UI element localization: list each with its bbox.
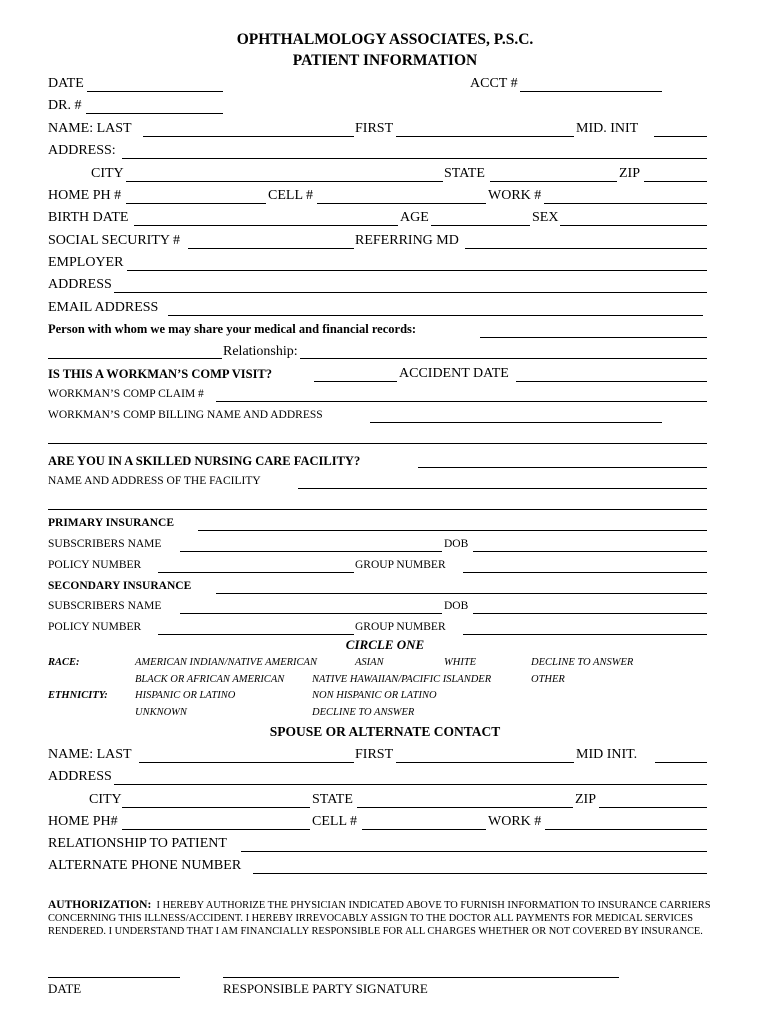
race-option[interactable]: BLACK OR AFRICAN AMERICAN xyxy=(135,674,285,685)
race-option[interactable]: WHITE xyxy=(444,657,477,668)
sex-field[interactable] xyxy=(560,225,707,226)
secondary-subscriber-label: SUBSCRIBERS NAME xyxy=(48,600,162,612)
primary-subscriber-label: SUBSCRIBERS NAME xyxy=(48,538,162,550)
acct-label: ACCT # xyxy=(470,76,518,91)
address-field[interactable] xyxy=(122,158,707,159)
facility-field[interactable] xyxy=(298,488,707,489)
facility-field-2[interactable] xyxy=(48,509,707,510)
signature-field[interactable] xyxy=(223,977,619,978)
email-field[interactable] xyxy=(168,315,703,316)
spouse-mid-init-label: MID INIT. xyxy=(576,747,638,762)
primary-policy-label: POLICY NUMBER xyxy=(48,559,142,571)
last-name-field[interactable] xyxy=(143,136,354,137)
birth-date-field[interactable] xyxy=(134,225,398,226)
spouse-home-ph-label: HOME PH# xyxy=(48,814,118,829)
accident-date-label: ACCIDENT DATE xyxy=(399,366,509,381)
address-label: ADDRESS: xyxy=(48,143,116,158)
spouse-address-label: ADDRESS xyxy=(48,769,112,784)
secondary-policy-label: POLICY NUMBER xyxy=(48,621,142,633)
first-name-field[interactable] xyxy=(396,136,574,137)
employer-label: EMPLOYER xyxy=(48,255,124,270)
spouse-state-label: STATE xyxy=(312,792,353,807)
spouse-state-field[interactable] xyxy=(357,807,573,808)
employer-address-field[interactable] xyxy=(114,292,707,293)
workcomp-question: IS THIS A WORKMAN’S COMP VISIT? xyxy=(48,367,273,381)
primary-insurance-field[interactable] xyxy=(198,530,707,531)
signature-date-label: DATE xyxy=(48,981,82,996)
race-label: RACE: xyxy=(48,657,80,668)
name-last-label: NAME: LAST xyxy=(48,121,132,136)
workcomp-billing-field[interactable] xyxy=(370,422,662,423)
race-option[interactable]: OTHER xyxy=(531,674,565,685)
date-field[interactable] xyxy=(87,91,223,92)
state-label: STATE xyxy=(444,166,485,181)
primary-dob-field[interactable] xyxy=(473,551,707,552)
ssn-field[interactable] xyxy=(188,248,354,249)
work-field[interactable] xyxy=(544,203,707,204)
primary-insurance-label: PRIMARY INSURANCE xyxy=(48,517,174,529)
city-label: CITY xyxy=(91,166,124,181)
ssn-label: SOCIAL SECURITY # xyxy=(48,233,180,248)
mid-init-field[interactable] xyxy=(654,136,707,137)
nursing-answer-field[interactable] xyxy=(418,467,707,468)
circle-one-heading: CIRCLE ONE xyxy=(345,637,425,652)
signature-label: RESPONSIBLE PARTY SIGNATURE xyxy=(223,981,428,996)
race-option[interactable]: AMERICAN INDIAN/NATIVE AMERICAN xyxy=(135,657,317,668)
race-option[interactable]: ASIAN xyxy=(355,657,384,668)
state-field[interactable] xyxy=(490,181,617,182)
primary-dob-label: DOB xyxy=(444,538,469,550)
workcomp-claim-field[interactable] xyxy=(216,401,707,402)
referring-md-field[interactable] xyxy=(465,248,707,249)
alt-phone-label: ALTERNATE PHONE NUMBER xyxy=(48,858,242,873)
city-field[interactable] xyxy=(126,181,443,182)
employer-address-label: ADDRESS xyxy=(48,277,112,292)
secondary-dob-field[interactable] xyxy=(473,613,707,614)
primary-group-field[interactable] xyxy=(463,572,707,573)
date-label: DATE xyxy=(48,76,84,91)
nursing-question: ARE YOU IN A SKILLED NURSING CARE FACILITY? xyxy=(48,454,361,468)
spouse-mid-init-field[interactable] xyxy=(655,762,707,763)
dr-field[interactable] xyxy=(86,113,223,114)
primary-group-label: GROUP NUMBER xyxy=(355,559,446,571)
facility-label: NAME AND ADDRESS OF THE FACILITY xyxy=(48,475,261,487)
work-label: WORK # xyxy=(488,188,542,203)
primary-policy-field[interactable] xyxy=(158,572,354,573)
race-option[interactable]: NATIVE HAWAIIAN/PACIFIC ISLANDER xyxy=(312,674,492,685)
secondary-insurance-label: SECONDARY INSURANCE xyxy=(48,580,192,592)
first-label: FIRST xyxy=(355,121,394,136)
workcomp-claim-label: WORKMAN’S COMP CLAIM # xyxy=(48,388,204,400)
secondary-subscriber-field[interactable] xyxy=(180,613,442,614)
spouse-zip-field[interactable] xyxy=(599,807,707,808)
zip-field[interactable] xyxy=(644,181,707,182)
spouse-city-field[interactable] xyxy=(122,807,310,808)
primary-subscriber-field[interactable] xyxy=(180,551,442,552)
ethnicity-option[interactable]: HISPANIC OR LATINO xyxy=(135,690,236,701)
referring-md-label: REFERRING MD xyxy=(355,233,459,248)
acct-field[interactable] xyxy=(520,91,662,92)
form-title: OPHTHALMOLOGY ASSOCIATES, P.S.C. xyxy=(236,31,534,48)
signature-date-field[interactable] xyxy=(48,977,180,978)
ethnicity-option[interactable]: UNKNOWN xyxy=(135,707,187,718)
ethnicity-option[interactable]: NON HISPANIC OR LATINO xyxy=(312,690,437,701)
workcomp-billing-label: WORKMAN’S COMP BILLING NAME AND ADDRESS xyxy=(48,409,323,421)
authorization-text: I HEREBY AUTHORIZE THE PHYSICIAN INDICATED ABOVE TO FURNISH INFORMATION TO INSURANCE CARRIERS CONCERNING THIS ILLNESS/ACCIDENT. I HEREBY IRREVOCABLY ASSIGN TO THE DOCTOR ALL PAYMENTS FOR MEDICAL SERVICES RENDERED. I UNDERSTAND THAT I AM FINANCIALLY RESPONSIBLE FOR ALL CHARGES WHETHER OR NOT COVERED BY INSURANCE. xyxy=(48,900,711,937)
cell-field[interactable] xyxy=(317,203,486,204)
accident-date-field[interactable] xyxy=(516,381,707,382)
zip-label: ZIP xyxy=(619,166,640,181)
race-option[interactable]: DECLINE TO ANSWER xyxy=(531,657,634,668)
spouse-work-label: WORK # xyxy=(488,814,542,829)
dr-label: DR. # xyxy=(48,98,82,113)
age-field[interactable] xyxy=(431,225,530,226)
spouse-cell-field[interactable] xyxy=(362,829,486,830)
workcomp-billing-field-2[interactable] xyxy=(48,443,707,444)
sex-label: SEX xyxy=(532,210,559,225)
spouse-name-last-label: NAME: LAST xyxy=(48,747,132,762)
secondary-group-label: GROUP NUMBER xyxy=(355,621,446,633)
spouse-relationship-field[interactable] xyxy=(241,851,707,852)
age-label: AGE xyxy=(400,210,429,225)
ethnicity-label: ETHNICITY: xyxy=(48,690,108,701)
home-ph-field[interactable] xyxy=(126,203,266,204)
relationship-field[interactable] xyxy=(300,358,707,359)
spouse-address-field[interactable] xyxy=(114,784,707,785)
spouse-home-ph-field[interactable] xyxy=(122,829,310,830)
secondary-policy-field[interactable] xyxy=(158,634,354,635)
spouse-zip-label: ZIP xyxy=(575,792,596,807)
mid-init-label: MID. INIT xyxy=(576,121,639,136)
spouse-first-label: FIRST xyxy=(355,747,394,762)
employer-field[interactable] xyxy=(127,270,707,271)
spouse-relationship-label: RELATIONSHIP TO PATIENT xyxy=(48,836,227,851)
secondary-dob-label: DOB xyxy=(444,600,469,612)
share-records-field[interactable] xyxy=(480,337,707,338)
form-subtitle: PATIENT INFORMATION xyxy=(292,52,478,69)
spouse-cell-label: CELL # xyxy=(312,814,357,829)
relationship-label: Relationship: xyxy=(223,344,298,359)
spouse-first-name-field[interactable] xyxy=(396,762,574,763)
spouse-work-field[interactable] xyxy=(545,829,707,830)
authorization-paragraph xyxy=(48,899,720,938)
authorization-label: AUTHORIZATION: xyxy=(48,899,152,911)
secondary-group-field[interactable] xyxy=(463,634,707,635)
email-label: EMAIL ADDRESS xyxy=(48,300,159,315)
home-ph-label: HOME PH # xyxy=(48,188,122,203)
secondary-insurance-field[interactable] xyxy=(216,593,707,594)
share-records-name-field[interactable] xyxy=(48,358,222,359)
spouse-last-name-field[interactable] xyxy=(139,762,354,763)
share-records-label: Person with whom we may share your medical and financial records: xyxy=(48,322,417,336)
ethnicity-option[interactable]: DECLINE TO ANSWER xyxy=(312,707,415,718)
workcomp-answer-field[interactable] xyxy=(314,381,397,382)
birth-date-label: BIRTH DATE xyxy=(48,210,129,225)
spouse-heading: SPOUSE OR ALTERNATE CONTACT xyxy=(269,724,501,739)
alt-phone-field[interactable] xyxy=(253,873,707,874)
spouse-city-label: CITY xyxy=(89,792,122,807)
cell-label: CELL # xyxy=(268,188,313,203)
